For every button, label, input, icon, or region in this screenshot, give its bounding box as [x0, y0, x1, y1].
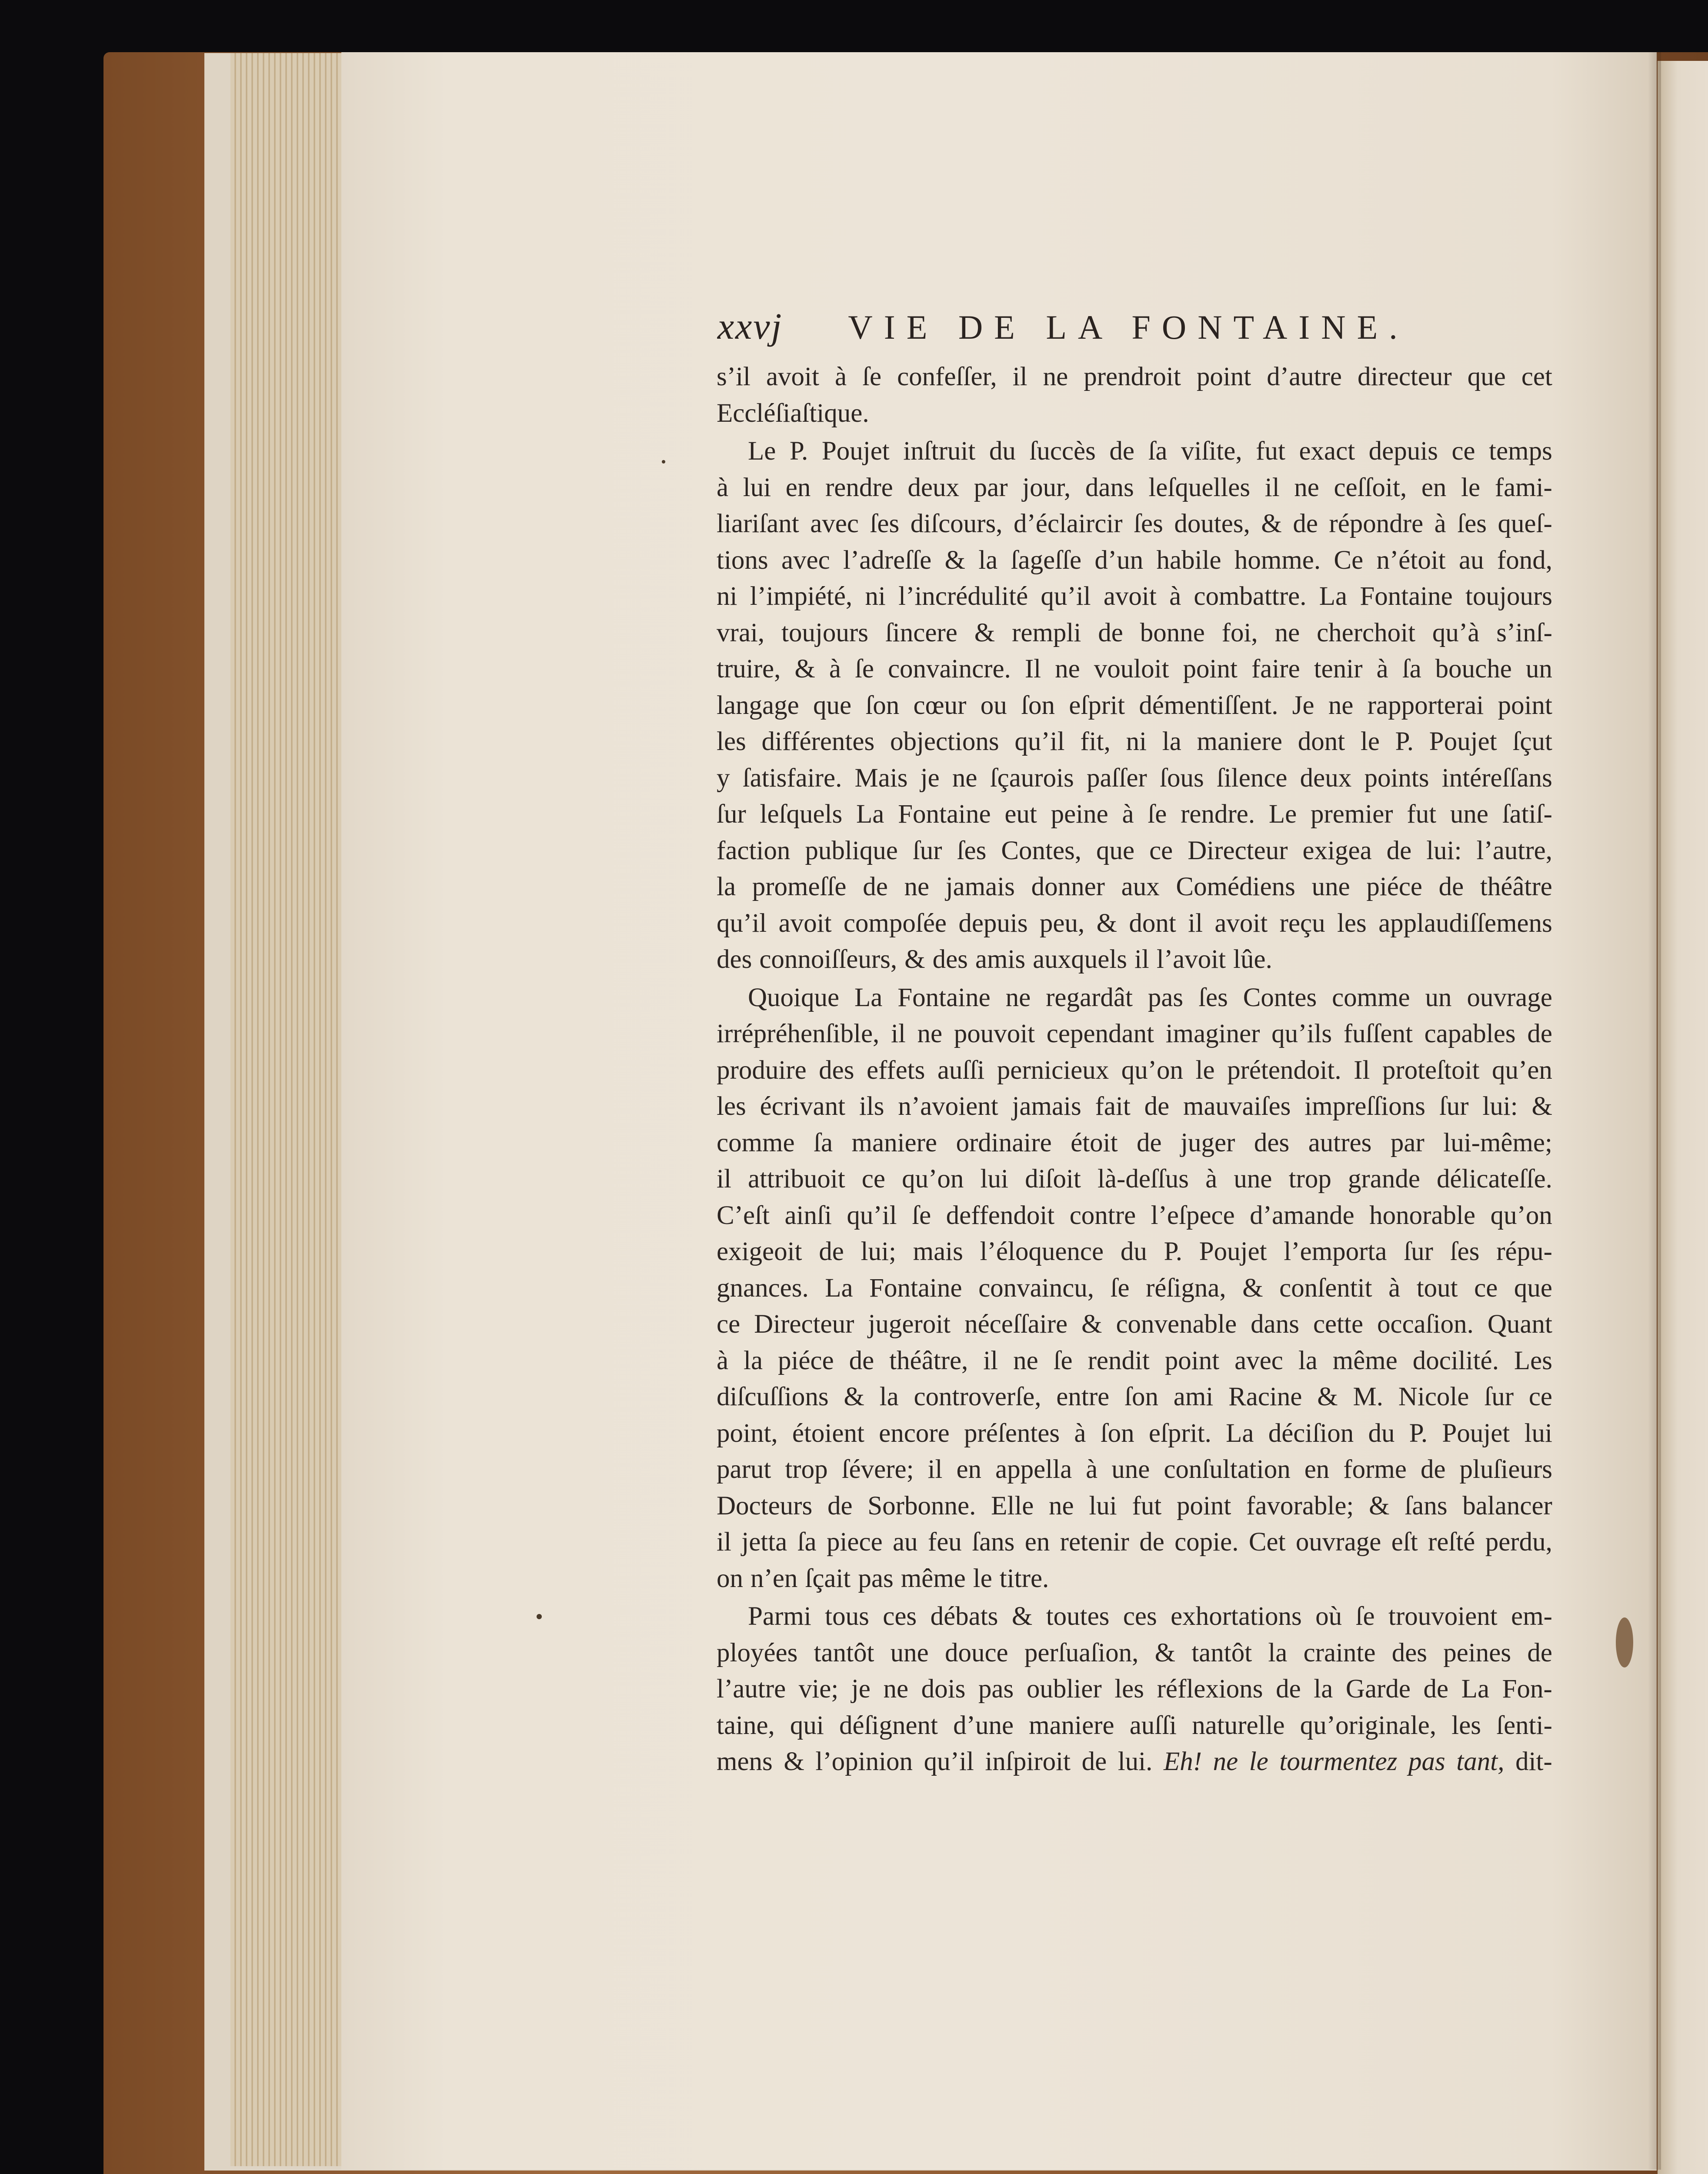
gutter-shadow: [1648, 52, 1661, 2170]
text-line: vrai, toujours ſincere & rempli de bonne foi, ne cherchoit qu’à s’inſ-: [717, 618, 1552, 647]
text-line: Docteurs de Sorbonne. Elle ne lui fut point favorable; & ſans balancer: [717, 1491, 1552, 1520]
body-text: [717, 359, 1552, 1780]
paragraph: [717, 433, 1552, 978]
text-line: la promeſſe de ne jamais donner aux Comédiens une piéce de théâtre: [717, 872, 1552, 901]
text-line: comme ſa maniere ordinaire étoit de juger des autres par lui-même;: [717, 1128, 1552, 1157]
text-line: point, étoient encore préſentes à ſon eſprit. La déciſion du P. Poujet lui: [717, 1418, 1552, 1448]
text-line: produire des effets auſſi pernicieux qu’on le prétendoit. Il proteſtoit qu’en: [717, 1055, 1552, 1085]
text-line: Parmi tous ces débats & toutes ces exhortations où ſe trouvoient em-: [748, 1602, 1552, 1631]
text-line: des connoiſſeurs, & des amis auxquels il l’avoit lûe.: [717, 945, 1272, 974]
text-line: ployées tantôt une douce perſuaſion, & tantôt la crainte des peines de: [717, 1638, 1552, 1667]
running-title: VIE DE LA FONTAINE.: [848, 308, 1409, 346]
page-number: xxvj: [717, 305, 783, 347]
text-line: tions avec l’adreſſe & la ſageſſe d’un habile homme. Ce n’étoit au fond,: [717, 545, 1552, 575]
text-line: il jetta ſa piece au feu ſans en retenir de copie. Cet ouvrage eſt reſté perdu,: [717, 1527, 1552, 1557]
text-line: C’eſt ainſi qu’il ſe deffendoit contre l’eſpece d’amande honorable qu’on: [717, 1200, 1552, 1230]
text-line: s’il avoit à ſe confeſſer, il ne prendroit point d’autre directeur que cet: [717, 362, 1552, 391]
text-line: Eccléſiaſtique.: [717, 398, 869, 428]
text-line: il attribuoit ce qu’on lui diſoit là-deſſus à une trop grande délicateſſe.: [717, 1164, 1552, 1194]
text-line: ce Directeur jugeroit néceſſaire & convenable dans cette occaſion. Quant: [717, 1310, 1552, 1339]
facing-page-edge: [1658, 61, 1708, 2174]
paper-stain: [1616, 1617, 1633, 1667]
ink-speck: [662, 460, 665, 463]
page-edges: [230, 53, 341, 2166]
text-line: irrépréhenſible, il ne pouvoit cependant imaginer qu’ils fuſſent capables de: [717, 1019, 1552, 1048]
paragraph: [717, 1598, 1552, 1780]
text-line: mens & l’opinion qu’il inſpiroit de lui. Eh! ne le tourmentez pas tant, dit-: [717, 1747, 1552, 1776]
text-line: les écrivant ils n’avoient jamais fait de mauvaiſes impreſſions ſur lui: &: [717, 1092, 1552, 1121]
text-line: taine, qui déſignent d’une maniere auſſi naturelle qu’originale, les ſenti-: [717, 1711, 1552, 1740]
text-line: qu’il avoit compoſée depuis peu, & dont il avoit reçu les applaudiſſemens: [717, 908, 1552, 938]
running-head: [717, 304, 1552, 352]
paragraph: [717, 980, 1552, 1597]
text-line: les différentes objections qu’il fit, ni la maniere dont le P. Poujet ſçut: [717, 727, 1552, 756]
text-line: parut trop ſévere; il en appella à une conſultation en forme de pluſieurs: [717, 1455, 1552, 1484]
text-line: exigeoit de lui; mais l’éloquence du P. Poujet l’emporta ſur ſes répu-: [717, 1237, 1552, 1266]
text-line: Quoique La Fontaine ne regardât pas ſes Contes comme un ouvrage: [748, 983, 1552, 1012]
text-line: on n’en ſçait pas même le titre.: [717, 1564, 1049, 1593]
text-line: ni l’impiété, ni l’incrédulité qu’il avoit à combattre. La Fontaine toujours: [717, 582, 1552, 611]
text-line: ſur leſquels La Fontaine eut peine à ſe rendre. Le premier fut une ſatiſ-: [717, 800, 1552, 829]
ink-speck: [537, 1614, 542, 1619]
text-line: liariſant avec ſes diſcours, d’éclaircir ſes doutes, & de répondre à ſes queſ-: [717, 509, 1552, 538]
text-line: l’autre vie; je ne dois pas oublier les réflexions de la Garde de La Fon-: [717, 1674, 1552, 1704]
text-line: à la piéce de théâtre, il ne ſe rendit point avec la même docilité. Les: [717, 1346, 1552, 1375]
text-line: à lui en rendre deux par jour, dans leſquelles il ne ceſſoit, en le fami-: [717, 473, 1552, 502]
text-line: gnances. La Fontaine convaincu, ſe réſigna, & conſentit à tout ce que: [717, 1273, 1552, 1303]
paragraph: [717, 359, 1552, 431]
text-line: Le P. Poujet inſtruit du ſuccès de ſa viſite, fut exact depuis ce temps: [748, 437, 1552, 466]
text-line: diſcuſſions & la controverſe, entre ſon ami Racine & M. Nicole ſur ce: [717, 1382, 1552, 1411]
text-line: y ſatisfaire. Mais je ne ſçaurois paſſer ſous ſilence deux points intéreſſans: [717, 763, 1552, 793]
text-line: truire, & à ſe convaincre. Il ne vouloit point faire tenir à ſa bouche un: [717, 654, 1552, 684]
text-line: langage que ſon cœur ou ſon eſprit démentiſſent. Je ne rapporterai point: [717, 690, 1552, 720]
text-line: faction publique ſur ſes Contes, que ce Directeur exigea de lui: l’autre,: [717, 836, 1552, 865]
